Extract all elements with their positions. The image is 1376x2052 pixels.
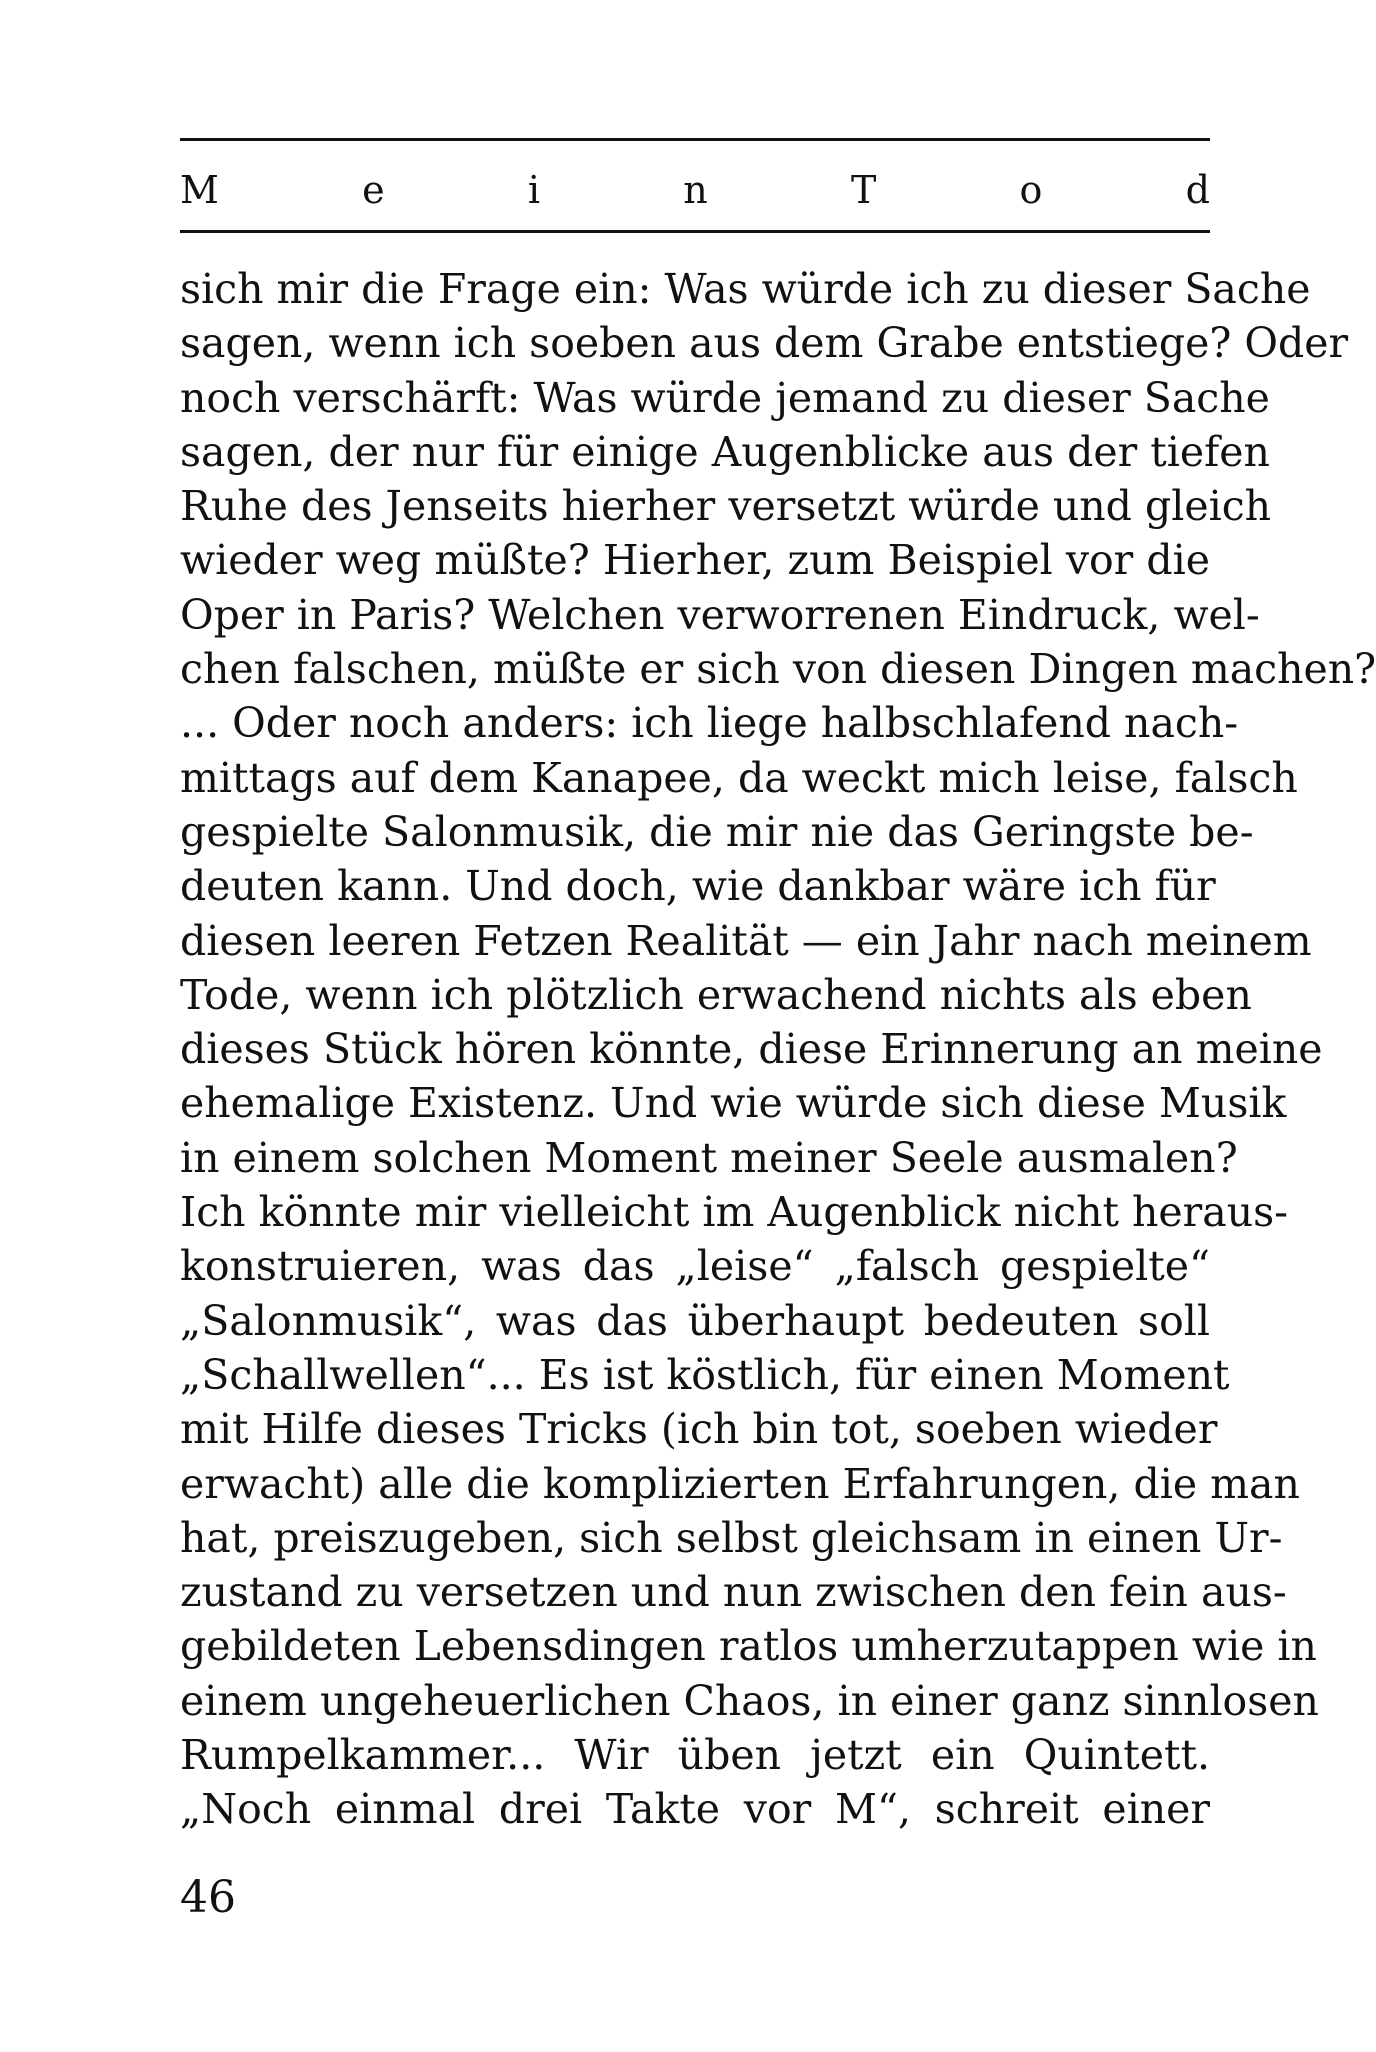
text-line: sagen, der nur für einige Augenblicke aus der tiefen — [180, 427, 1270, 476]
text-line: deuten kann. Und doch, wie dankbar wäre ich für — [180, 862, 1216, 911]
text-line: dieses Stück hören könnte, diese Erinnerung an meine — [180, 1025, 1323, 1074]
text-line: Rumpelkammer... Wir üben jetzt ein Quintett. — [180, 1731, 1210, 1780]
text-line: sagen, wenn ich soeben aus dem Grabe entstiege? Oder — [180, 319, 1349, 368]
running-head-letter: d — [1185, 168, 1210, 212]
text-line: „Noch einmal drei Takte vor M“, schreit einer — [180, 1785, 1210, 1834]
page-number: 46 — [180, 1872, 236, 1923]
text-line: konstruieren, was das „leise“ „falsch gespielte“ — [180, 1242, 1210, 1291]
text-line: erwacht) alle die komplizierten Erfahrungen, die man — [180, 1459, 1300, 1508]
text-line: ... Oder noch anders: ich liege halbschlafend nach- — [180, 699, 1239, 748]
text-line: chen falschen, müßte er sich von diesen Dingen machen? — [180, 645, 1376, 694]
running-head-letter: M — [180, 168, 219, 212]
text-line: in einem solchen Moment meiner Seele ausmalen? — [180, 1133, 1238, 1182]
running-head-letter: n — [683, 168, 708, 212]
text-line: wieder weg müßte? Hierher, zum Beispiel vor die — [180, 536, 1210, 585]
body-text — [180, 262, 1376, 1837]
text-line: „Schallwellen“... Es ist köstlich, für einen Moment — [180, 1350, 1230, 1399]
text-line: gespielte Salonmusik, die mir nie das Geringste be- — [180, 807, 1254, 856]
running-head-letter: T — [850, 168, 877, 212]
text-line: Ich könnte mir vielleicht im Augenblick nicht heraus- — [180, 1188, 1289, 1237]
text-line: gebildeten Lebensdingen ratlos umherzutappen wie in — [180, 1622, 1317, 1671]
running-head — [180, 160, 1210, 220]
text-line: mittags auf dem Kanapee, da weckt mich leise, falsch — [180, 753, 1298, 802]
header-rule-bottom — [180, 230, 1210, 233]
header-rule-top — [180, 138, 1210, 141]
text-line: hat, preiszugeben, sich selbst gleichsam in einen Ur- — [180, 1513, 1283, 1562]
text-line: Ruhe des Jenseits hierher versetzt würde und gleich — [180, 482, 1272, 531]
text-line: Oper in Paris? Welchen verworrenen Eindruck, wel- — [180, 590, 1260, 639]
text-line: „Salonmusik“, was das überhaupt bedeuten soll — [180, 1296, 1210, 1345]
running-head-letter: e — [362, 168, 385, 212]
text-line: diesen leeren Fetzen Realität — ein Jahr nach meinem — [180, 916, 1312, 965]
text-line: Tode, wenn ich plötzlich erwachend nichts als eben — [180, 970, 1252, 1019]
text-line: einem ungeheuerlichen Chaos, in einer ganz sinnlosen — [180, 1676, 1319, 1725]
text-line: mit Hilfe dieses Tricks (ich bin tot, soeben wieder — [180, 1405, 1218, 1454]
running-head-letter: i — [527, 168, 541, 212]
text-line: ehemalige Existenz. Und wie würde sich diese Musik — [180, 1079, 1287, 1128]
text-line: zustand zu versetzen und nun zwischen den fein aus- — [180, 1568, 1287, 1617]
text-line: sich mir die Frage ein: Was würde ich zu dieser Sache — [180, 265, 1311, 313]
text-line: noch verschärft: Was würde jemand zu dieser Sache — [180, 373, 1270, 422]
running-head-letter: o — [1019, 168, 1043, 212]
